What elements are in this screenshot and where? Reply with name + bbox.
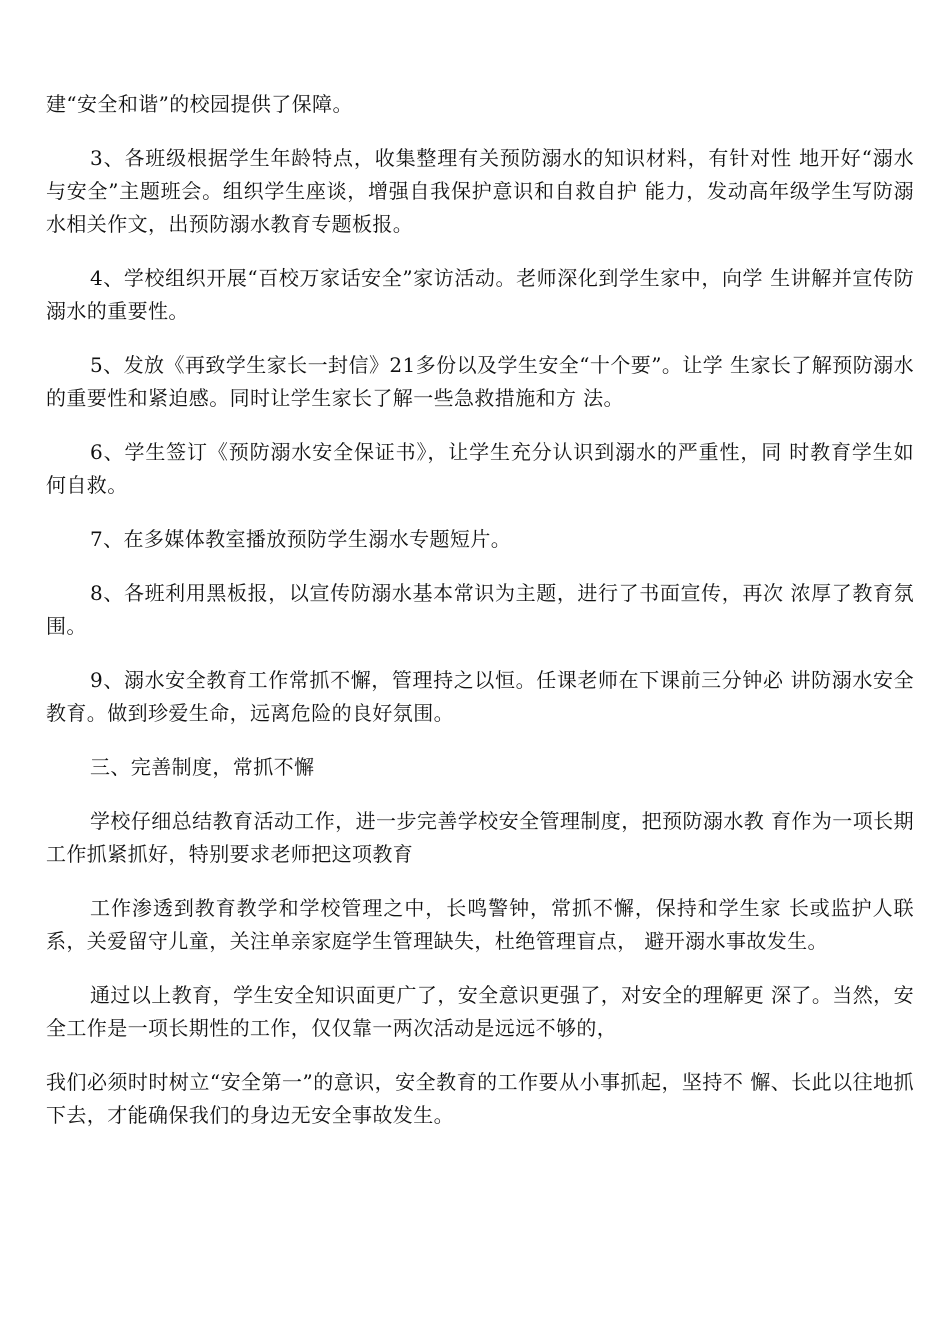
paragraph-item-3: 3、各班级根据学生年龄特点，收集整理有关预防溺水的知识材料，有针对性 地开好“溺水与安全”主题班会。组织学生座谈，增强自我保护意识和自救自护 能力，发动高年级学生写防溺水相关作文，出预防溺水教育专题板报。 — [46, 146, 914, 236]
paragraph-continuation: 建“安全和谐”的校园提供了保障。 — [46, 92, 353, 116]
paragraph-summary-3: 通过以上教育，学生安全知识面更广了，安全意识更强了，对安全的理解更 深了。当然，安全工作是一项长期性的工作，仅仅靠一两次活动是远远不够的， — [46, 983, 914, 1040]
paragraph-conclusion: 我们必须时时树立“安全第一”的意识，安全教育的工作要从小事抓起，坚持不 懈、长此以往地抓下去，才能确保我们的身边无安全事故发生。 — [46, 1070, 914, 1127]
paragraph-summary-1: 学校仔细总结教育活动工作，进一步完善学校安全管理制度，把预防溺水教 育作为一项长期工作抓紧抓好，特别要求老师把这项教育 — [46, 809, 914, 866]
paragraph-item-8: 8、各班利用黑板报，以宣传防溺水基本常识为主题，进行了书面宣传，再次 浓厚了教育氛围。 — [46, 581, 914, 638]
paragraph-item-7: 7、在多媒体教室播放预防学生溺水专题短片。 — [90, 527, 512, 551]
paragraph-item-9: 9、溺水安全教育工作常抓不懈，管理持之以恒。任课老师在下课前三分钟必 讲防溺水安全教育。做到珍爱生命，远离危险的良好氛围。 — [46, 668, 914, 725]
paragraph-summary-2: 工作渗透到教育教学和学校管理之中，长鸣警钟，常抓不懈，保持和学生家 长或监护人联系，关爱留守儿童，关注单亲家庭学生管理缺失，杜绝管理盲点， 避开溺水事故发生。 — [46, 896, 914, 953]
paragraph-item-6: 6、学生签订《预防溺水安全保证书》，让学生充分认识到溺水的严重性，同 时教育学生如何自救。 — [46, 440, 914, 497]
document-page — [46, 88, 914, 1132]
section-heading: 三、完善制度，常抓不懈 — [90, 755, 315, 779]
paragraph-item-4: 4、学校组织开展“百校万家话安全”家访活动。老师深化到学生家中，向学 生讲解并宣传防溺水的重要性。 — [46, 266, 914, 323]
paragraph-item-5: 5、发放《再致学生家长一封信》21多份以及学生安全“十个要”。让学 生家长了解预防溺水的重要性和紧迫感。同时让学生家长了解一些急救措施和方 法。 — [46, 353, 914, 410]
